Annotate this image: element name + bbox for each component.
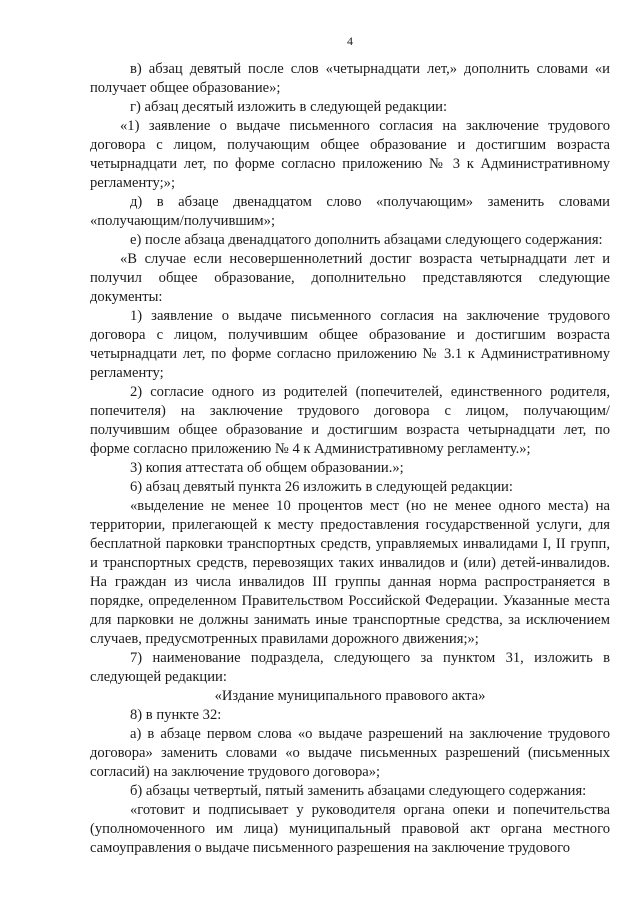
page-number: 4 (347, 34, 353, 48)
paragraph: «выделение не менее 10 процентов мест (но не менее одного места) на территории, прилегающей к месту предоставления государственной услуги, для бесплатной парковки транспортных средств, управляемых инвалидами I, II групп, и транспортных средств, перевозящих таких инвалидов и (или) детей-инвалидов. На граждан из числа инвалидов III группы данная норма распространяется в порядке, определенном Правительством Российской Федерации. Указанные места для парковки не должны занимать иные транспортные средства, за исключением случаев, предусмотренных правилами дорожного движения;»; (90, 498, 610, 647)
paragraph: а) в абзаце первом слова «о выдаче разрешений на заключение трудового договора» заменить словами «о выдаче письменных разрешений (письменных согласий) на заключение трудового договора»; (90, 726, 610, 780)
paragraph: в) абзац девятый после слов «четырнадцати лет,» дополнить словами «и получает общее образование»; (90, 61, 610, 96)
paragraph: 1) заявление о выдаче письменного согласия на заключение трудового договора с лицом, получившим общее образование и достигшим возраста четырнадцати лет, по форме согласно приложению № 3.1 к Административному регламенту; (90, 308, 610, 381)
paragraph: 3) копия аттестата об общем образовании.»; (130, 460, 404, 476)
paragraph: «готовит и подписывает у руководителя органа опеки и попечительства (уполномоченного им лица) муниципальный правовой акт органа местного самоуправления о выдаче письменного разрешения на заключение трудового (90, 802, 610, 856)
paragraph: д) в абзаце двенадцатом слово «получающим» заменить словами «получающим/получившим»; (90, 194, 610, 229)
paragraph: г) абзац десятый изложить в следующей редакции: (130, 99, 448, 115)
paragraph: «В случае если несовершеннолетний достиг возраста четырнадцати лет и получил общее образование, дополнительно представляются следующие документы: (90, 251, 610, 305)
subsection-title: «Издание муниципального правового акта» (214, 688, 486, 704)
paragraph: 2) согласие одного из родителей (попечителей, единственного родителя, попечителя) на заключение трудового договора с лицом, получающим/получившим общее образование и достигшим возраста четырнадцати лет, по форме согласно приложению № 4 к Административному регламенту.»; (90, 384, 610, 457)
paragraph: 8) в пункте 32: (130, 707, 222, 723)
paragraph: 6) абзац девятый пункта 26 изложить в следующей редакции: (130, 479, 513, 495)
paragraph: 7) наименование подраздела, следующего за пунктом 31, изложить в следующей редакции: (90, 650, 610, 685)
document-page (90, 34, 610, 858)
paragraph: «1) заявление о выдаче письменного согласия на заключение трудового договора с лицом, получающим общее образование и достигшим возраста четырнадцати лет, по форме согласно приложению № 3 к Административному регламенту;»; (90, 118, 610, 191)
paragraph: б) абзацы четвертый, пятый заменить абзацами следующего содержания: (130, 783, 587, 799)
paragraph: е) после абзаца двенадцатого дополнить абзацами следующего содержания: (130, 232, 603, 248)
